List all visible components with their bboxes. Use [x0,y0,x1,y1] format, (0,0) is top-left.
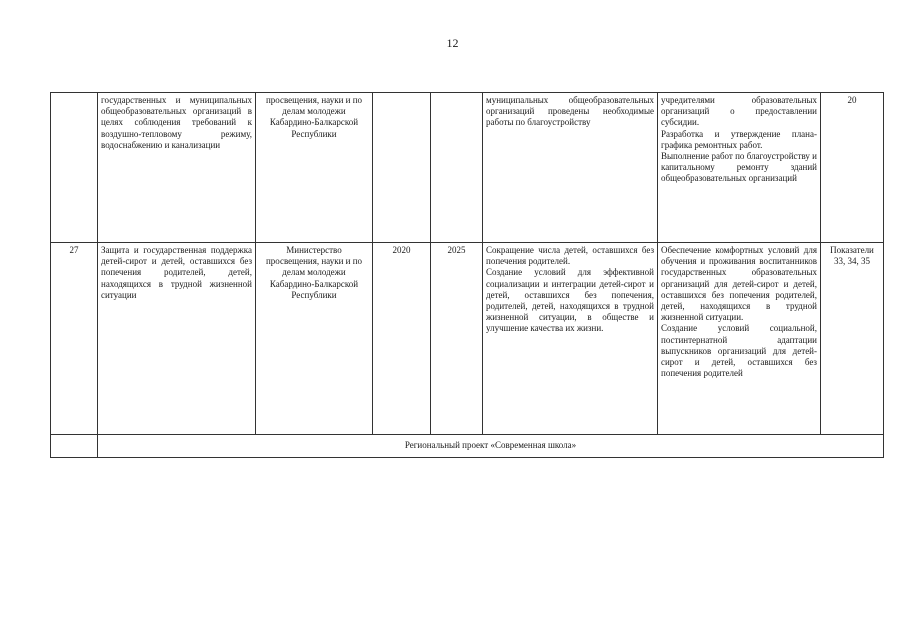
section-row [51,435,884,458]
effect-cell [483,243,658,435]
effect-text: муниципальных общеобразовательных организаций проведены необходимые работы по благоустройству [486,95,654,128]
connection-paragraph: Обеспечение комфортных условий для обучения и проживания воспитанников государственных образовательных организаций для детей-сирот и детей, оставшихся без попечения родителей, детей, находящихся в трудной жизненной ситуации. [661,245,817,323]
task-text: государственных и муниципальных общеобразовательных организаций в целях соблюдения требований к воздушно-тепловому режиму, водоснабжению и канализации [101,95,252,150]
connection-paragraph: Выполнение работ по благоустройству и капитальному ремонту зданий общеобразовательных организаций [661,151,817,184]
responsible-cell: Министерство просвещения, науки и по делам молодежи Кабардино-Балкарской Республики [256,243,373,435]
end-year-cell [431,93,483,243]
connection-paragraph: Создание условий социальной, постинтернатной адаптации выпускников организаций для детей-сирот и детей, оставшихся без попечения родителей [661,323,817,379]
connection-paragraph: учредителями образовательных организаций о предоставлении субсидии. [661,95,817,128]
task-cell [98,243,256,435]
connection-paragraph: Разработка и утверждение плана-графика ремонтных работ. [661,128,817,150]
effect-paragraph: Сокращение числа детей, оставшихся без попечения родителей. [486,245,654,267]
connection-cell [658,243,821,435]
table-row [51,243,884,435]
page-number: 12 [446,36,459,50]
row-number: 27 [51,243,98,435]
effect-cell [483,93,658,243]
row-number [51,93,98,243]
start-year-cell [373,93,431,243]
indicators-cell: Показатели 33, 34, 35 [821,243,884,435]
task-cell [98,93,256,243]
responsible-cell: просвещения, науки и по делам молодежи Кабардино-Балкарской Республики [256,93,373,243]
task-text: Защита и государственная поддержка детей-сирот и детей, оставшихся без попечения родителей, детей, находящихся в трудной жизненной ситуации [101,245,252,300]
end-year-cell: 2025 [431,243,483,435]
measures-table [50,92,884,458]
section-number-cell [51,435,98,458]
effect-paragraph: Создание условий для эффективной социализации и интеграции детей-сирот и детей, оставшихся без попечения, родителей, детей, находящихся в трудной жизненной ситуации, в обществе и улучшение качества их жизни. [486,267,654,334]
start-year-cell: 2020 [373,243,431,435]
table-row [51,93,884,243]
indicators-cell: 20 [821,93,884,243]
section-title: Региональный проект «Современная школа» [98,435,884,458]
connection-cell [658,93,821,243]
